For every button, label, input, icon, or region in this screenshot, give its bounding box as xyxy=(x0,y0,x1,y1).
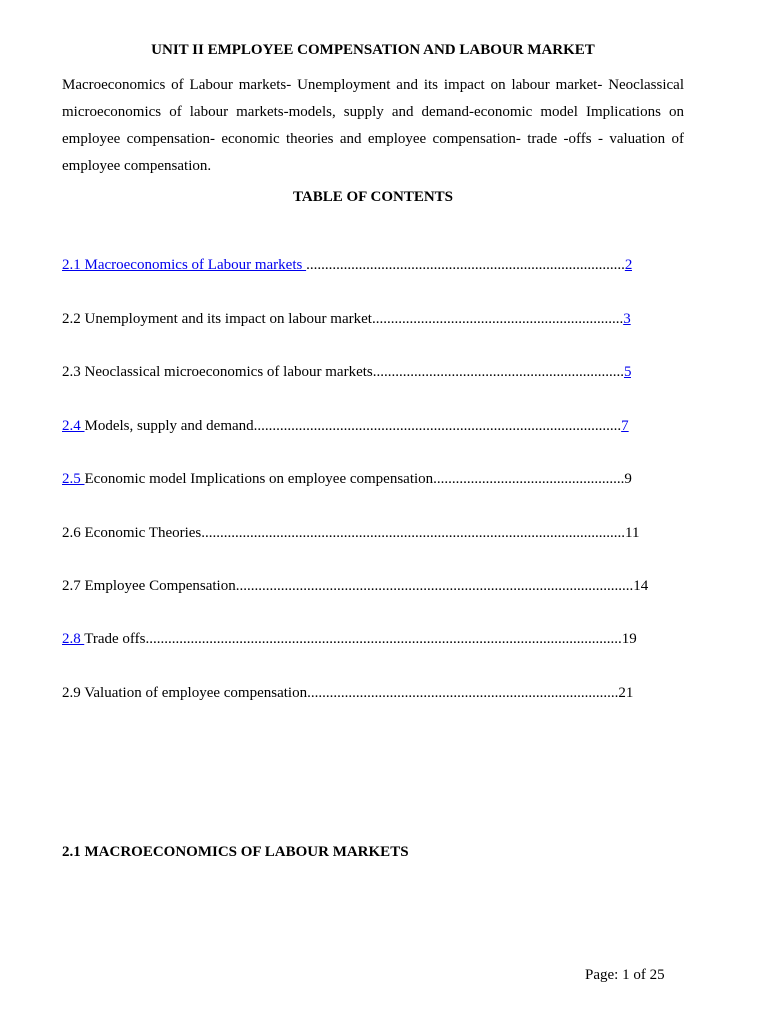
toc-entry-leader: ................................................................... xyxy=(372,364,624,380)
toc-entry-2-3[interactable] xyxy=(62,362,631,382)
toc-entry-page: 14 xyxy=(633,578,649,594)
toc-heading: TABLE OF CONTENTS xyxy=(292,189,454,205)
toc-entry-page: 9 xyxy=(624,471,632,487)
toc-entry-number-link[interactable]: 2.4 xyxy=(62,418,85,434)
toc-entry-2-8[interactable] xyxy=(62,629,637,649)
toc-entry-number: 2.3 xyxy=(62,364,81,380)
toc-entry-2-1[interactable] xyxy=(62,255,632,275)
toc-entry-2-4[interactable] xyxy=(62,416,629,436)
toc-entry-number: 2.6 xyxy=(62,525,81,541)
toc-entry-2-5[interactable] xyxy=(62,469,632,489)
toc-entry-number-link[interactable]: 2.8 xyxy=(62,631,85,647)
toc-entry-2-6[interactable] xyxy=(62,523,639,543)
toc-entry-title: Economic Theories xyxy=(80,525,202,541)
toc-entry-page: 19 xyxy=(621,631,637,647)
toc-entry-title: Trade offs xyxy=(84,631,146,647)
toc-entry-leader: .................................................................................................. xyxy=(253,418,622,434)
toc-entry-page-link[interactable]: 5 xyxy=(623,364,632,380)
toc-entry-2-2[interactable] xyxy=(62,309,631,329)
toc-entry-page: 21 xyxy=(618,685,634,701)
toc-entry-page-link[interactable]: 7 xyxy=(621,418,629,434)
toc-entry-leader: ................................................................... xyxy=(371,311,624,327)
toc-entry-title: Neoclassical microeconomics of labour markets xyxy=(80,364,373,380)
toc-entry-title: Economic model Implications on employee compensation xyxy=(84,471,434,487)
toc-entry-leader: ................................................................................... xyxy=(307,685,619,701)
toc-entry-leader: ............................................................................................................................... xyxy=(145,631,622,647)
toc-entry-number: 2.7 xyxy=(62,578,81,594)
toc-entry-page-link[interactable]: 3 xyxy=(623,311,631,327)
toc-entry-leader: ................................................................................................................. xyxy=(201,525,626,541)
toc-entry-number: 2.2 xyxy=(62,311,81,327)
toc-entry-title: Unemployment and its impact on labour market xyxy=(80,311,372,327)
toc-entry-page: 11 xyxy=(625,525,640,541)
toc-entry-leader: ..................................................................................... xyxy=(306,257,625,273)
toc-entry-leader: ................................................... xyxy=(433,471,625,487)
toc-entry-number-link[interactable]: 2.5 xyxy=(62,471,85,487)
toc-entry-number: 2.9 xyxy=(62,685,81,701)
intro-paragraph: Macroeconomics of Labour markets- Unemployment and its impact on labour market- Neoclassical microeconomics of labour markets-models, supply and demand-economic model Implications on employee compensation- economic theories and employee compensation- trade -offs - valuation of employee compensation. xyxy=(62,77,684,174)
toc-entry-2-7[interactable] xyxy=(62,576,648,596)
toc-entry-number-link[interactable]: 2.1 Macroeconomics of Labour markets xyxy=(62,257,307,273)
toc-entry-leader: .......................................................................................................... xyxy=(235,578,634,594)
toc-entry-page-link[interactable]: 2 xyxy=(624,257,633,273)
toc-entry-2-9[interactable] xyxy=(62,683,633,703)
toc-entry-title: Valuation of employee compensation xyxy=(80,685,308,701)
toc-entry-title: Employee Compensation xyxy=(80,578,236,594)
document-title: UNIT II EMPLOYEE COMPENSATION AND LABOUR MARKET xyxy=(151,42,595,58)
toc-entry-title: Models, supply and demand xyxy=(84,418,254,434)
section-heading: 2.1 MACROECONOMICS OF LABOUR MARKETS xyxy=(62,844,409,860)
page-footer: Page: 1 of 25 xyxy=(585,967,665,983)
